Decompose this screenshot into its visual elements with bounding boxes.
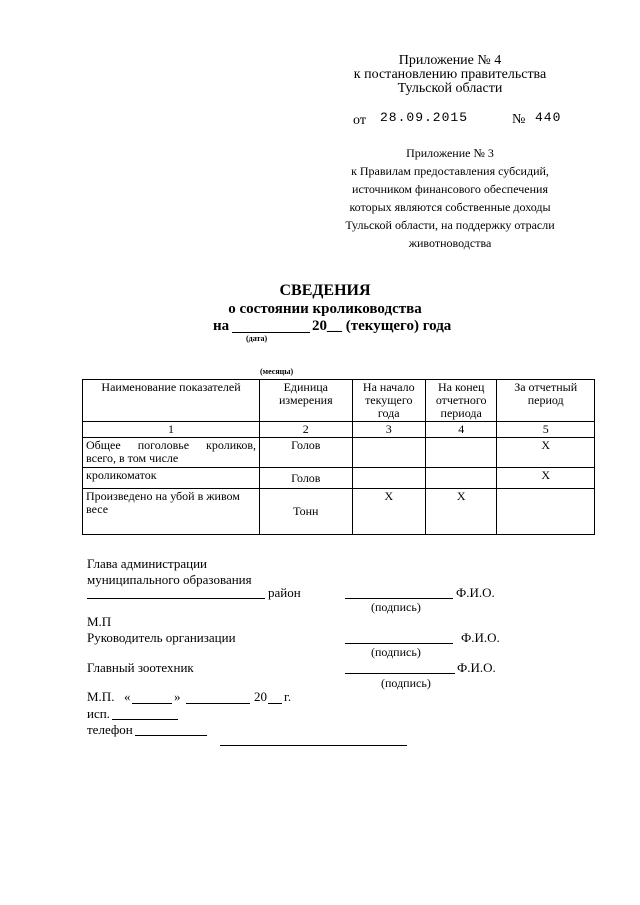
head-signature-line — [345, 598, 453, 599]
executor-line — [112, 719, 178, 720]
district-label: район — [268, 585, 301, 600]
table-number-row — [83, 422, 595, 438]
org-head-fio-label: Ф.И.О. — [461, 630, 500, 645]
document-subtitle: о состоянии кролиководства — [228, 301, 422, 317]
zootech-label: Главный зоотехник — [87, 660, 194, 675]
data-table — [82, 379, 595, 535]
zootech-fio-label: Ф.И.О. — [457, 660, 496, 675]
row-label: кроликоматок — [83, 468, 260, 489]
cell-value: X — [352, 489, 425, 535]
row-unit: Голов — [260, 468, 353, 489]
phone-line — [135, 735, 207, 736]
header-report-period: За отчетный период — [497, 380, 595, 422]
cell-value: X — [497, 438, 595, 468]
number-label: № — [512, 112, 526, 127]
column-number: 5 — [497, 422, 595, 438]
cell-value — [352, 468, 425, 489]
appendix-4-title: Приложение № 4 — [398, 53, 502, 68]
header-start-year: На начало текущего года — [352, 380, 425, 422]
header-indicator: Наименование показателей — [83, 380, 260, 422]
column-number: 4 — [425, 422, 496, 438]
day-line — [132, 703, 172, 704]
table-row — [83, 489, 595, 535]
table-row — [83, 468, 595, 489]
head-signature-hint: (подпись) — [371, 600, 421, 614]
appendix-4-line3: Тульской области — [397, 81, 503, 96]
year-suffix: г. — [284, 689, 292, 704]
org-head-label: Руководитель организации — [87, 630, 236, 645]
appendix-3-line3: которых являются собственные доходы — [349, 200, 551, 214]
date-prefix: на — [213, 318, 230, 334]
cell-value: X — [497, 468, 595, 489]
row-label: Общее поголовье кроликов, всего, в том числе — [83, 438, 260, 468]
appendix-3-line4: Тульской области, на поддержку отрасли — [345, 218, 555, 232]
year-line — [268, 703, 282, 704]
zootech-signature-line — [345, 673, 455, 674]
month-line — [186, 703, 250, 704]
phone-label: телефон — [87, 722, 133, 737]
months-hint: (месяцы) — [260, 367, 294, 376]
header-unit: Единица измерения — [260, 380, 353, 422]
row-label: Произведено на убой в живом весе — [83, 489, 260, 535]
appendix-3-line5: животноводства — [408, 236, 492, 250]
table-row — [83, 438, 595, 468]
cell-value — [425, 438, 496, 468]
stamp-label-2: М.П. — [87, 689, 115, 704]
head-admin-label: Глава администрации — [87, 556, 208, 571]
bottom-separator — [220, 745, 407, 746]
cell-value — [497, 489, 595, 535]
org-head-signature-line — [345, 643, 453, 644]
quote-close: » — [174, 689, 181, 704]
column-number: 2 — [260, 422, 353, 438]
cell-value — [425, 468, 496, 489]
column-number: 3 — [352, 422, 425, 438]
cell-value — [352, 438, 425, 468]
decree-date: 28.09.2015 — [380, 110, 469, 125]
district-line — [87, 598, 265, 599]
quote-open: « — [124, 689, 131, 704]
head-fio-label: Ф.И.О. — [456, 585, 495, 600]
executor-label: исп. — [87, 706, 110, 721]
appendix-3-line2: источником финансового обеспечения — [352, 182, 548, 196]
from-label: от — [353, 113, 366, 128]
header-end-period: На конец отчетного периода — [425, 380, 496, 422]
row-unit: Тонн — [260, 489, 353, 535]
decree-number: 440 — [535, 110, 562, 125]
appendix-3-title: Приложение № 3 — [406, 146, 494, 160]
zootech-signature-hint: (подпись) — [381, 676, 431, 690]
org-head-signature-hint: (подпись) — [371, 645, 421, 659]
table-header-row — [83, 380, 595, 422]
document-title: СВЕДЕНИЯ — [279, 282, 371, 299]
appendix-4-line2: к постановлению правительства — [353, 67, 547, 82]
date-line — [232, 332, 310, 333]
date-hint: (дата) — [246, 334, 268, 343]
appendix-3-line1: к Правилам предоставления субсидий, — [351, 164, 549, 178]
stamp-label: М.П — [87, 614, 112, 629]
cell-value: X — [425, 489, 496, 535]
column-number: 1 — [83, 422, 260, 438]
year-prefix: 20 — [254, 689, 267, 704]
municipality-label: муниципального образования — [87, 572, 252, 587]
row-unit: Голов — [260, 438, 353, 468]
year-text: 20__ (текущего) года — [312, 318, 452, 334]
